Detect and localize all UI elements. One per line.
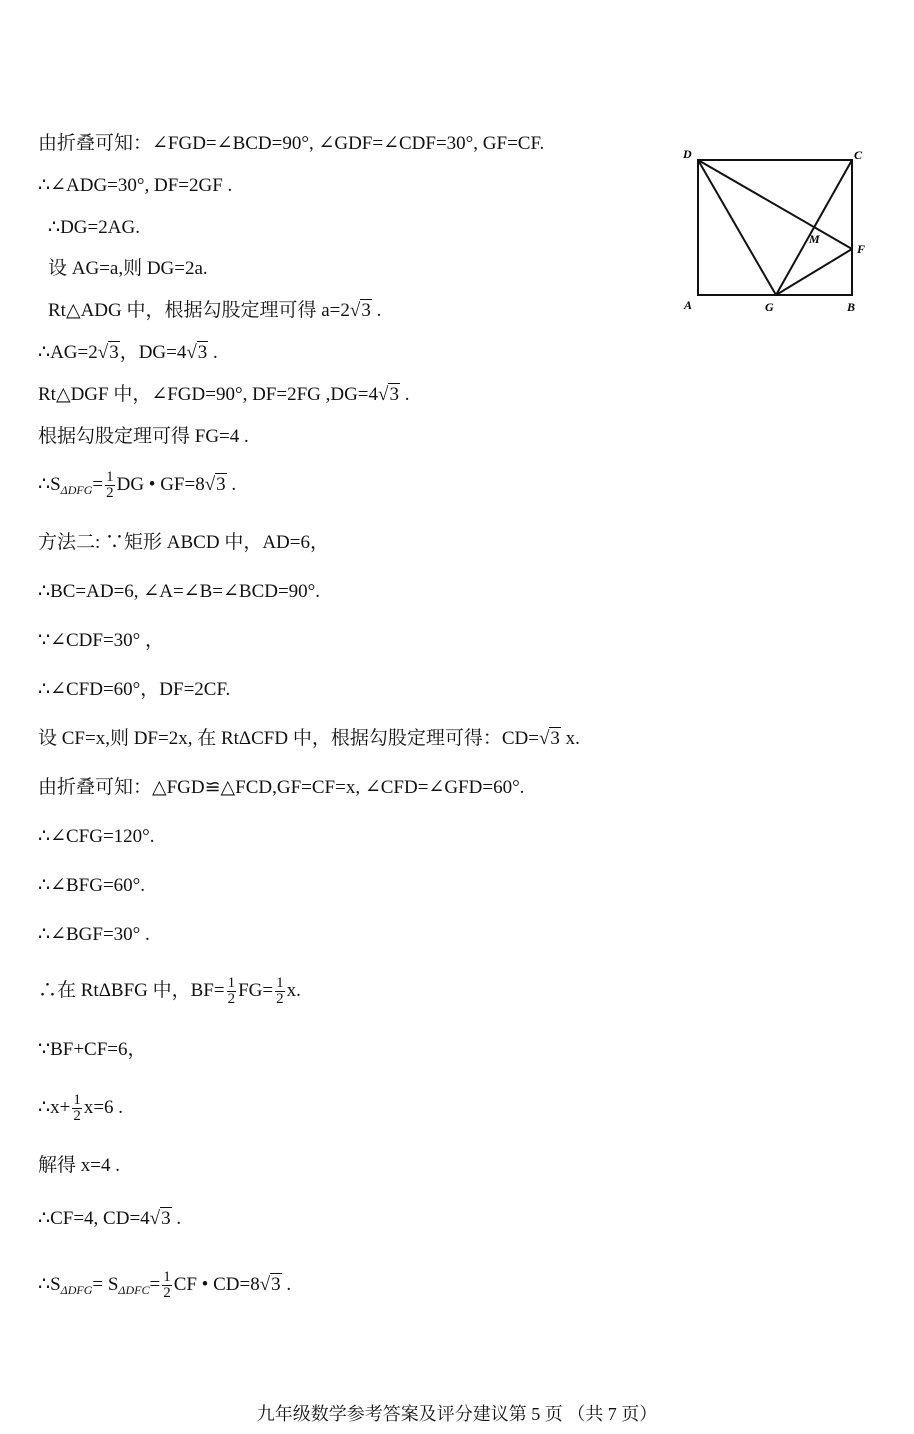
line-11: ∴BC=AD=6, ∠A=∠B=∠BCD=90°. xyxy=(38,581,321,602)
line-20: ∵BF+CF=6， xyxy=(38,1039,147,1060)
line-14: 设 CF=x,则 DF=2x, 在 RtΔCFD 中，根据勾股定理可得：CD=√3 x. xyxy=(38,728,580,749)
line-9: $\therefore S_{\Delta DFG}=$ $\frac{1}{2}$ DG • GF=8√3 . xyxy=(38,469,237,501)
line-15: 由折叠可知：△FGD≌△FCD,GF=CF=x, ∠CFD=∠GFD=60°. xyxy=(38,777,525,798)
label-d: D xyxy=(683,147,692,161)
label-m: M xyxy=(809,232,820,246)
line-6: ∴AG=2√3，DG=4√3 . xyxy=(38,342,218,363)
line-10: 方法二: ∵矩形 ABCD 中，AD=6， xyxy=(38,532,329,553)
label-c: C xyxy=(854,148,863,162)
line-16: ∴∠CFG=120°. xyxy=(38,826,155,847)
label-f: F xyxy=(857,242,866,256)
line-18: ∴∠BGF=30° . xyxy=(38,924,150,945)
line-1: 由折叠可知：∠FGD=∠BCD=90°, ∠GDF=∠CDF=30°, GF=CF. xyxy=(38,133,545,154)
line-7: Rt△DGF 中，∠FGD=90°, DF=2FG ,DG=4√3 . xyxy=(38,384,410,405)
geometry-figure xyxy=(678,145,868,320)
line-23: ∴CF=4, CD=4√3 . xyxy=(38,1208,182,1229)
line-4: 设 AG=a,则 DG=2a. xyxy=(48,258,208,279)
line-3: ∴DG=2AG. xyxy=(48,217,140,238)
line-5: Rt△ADG 中，根据勾股定理可得 a=2√3 . xyxy=(48,300,382,321)
rectangle-abcd xyxy=(698,160,852,295)
line-24: $\therefore S_{\Delta DFG}= S_{\Delta DFC}=$ $\frac{1}{2}$ CF • CD=8√3 . xyxy=(38,1269,292,1301)
segment-dg xyxy=(698,160,776,295)
line-13: ∴∠CFD=60°，DF=2CF. xyxy=(38,679,231,700)
segment-df xyxy=(698,160,852,249)
line-19: ∴在 RtΔBFG 中，BF= $\frac{1}{2}$ FG= $\frac{1}{2}$ x. xyxy=(38,975,301,1007)
line-12: ∵∠CDF=30° ， xyxy=(38,630,165,651)
label-g: G xyxy=(765,300,774,314)
page-footer: 九年级数学参考答案及评分建议第 5 页 （共 7 页） xyxy=(256,1404,658,1424)
label-a: A xyxy=(684,298,693,312)
segment-gf xyxy=(776,249,852,295)
segment-cg xyxy=(776,160,852,295)
line-21: ∴x+ $\frac{1}{2}$ x=6 . xyxy=(38,1092,124,1124)
line-2: ∴∠ADG=30°, DF=2GF . xyxy=(38,175,233,196)
line-17: ∴∠BFG=60°. xyxy=(38,875,146,896)
line-22: 解得 x=4 . xyxy=(38,1155,120,1176)
label-b: B xyxy=(847,300,856,314)
line-8: 根据勾股定理可得 FG=4 . xyxy=(38,426,249,447)
